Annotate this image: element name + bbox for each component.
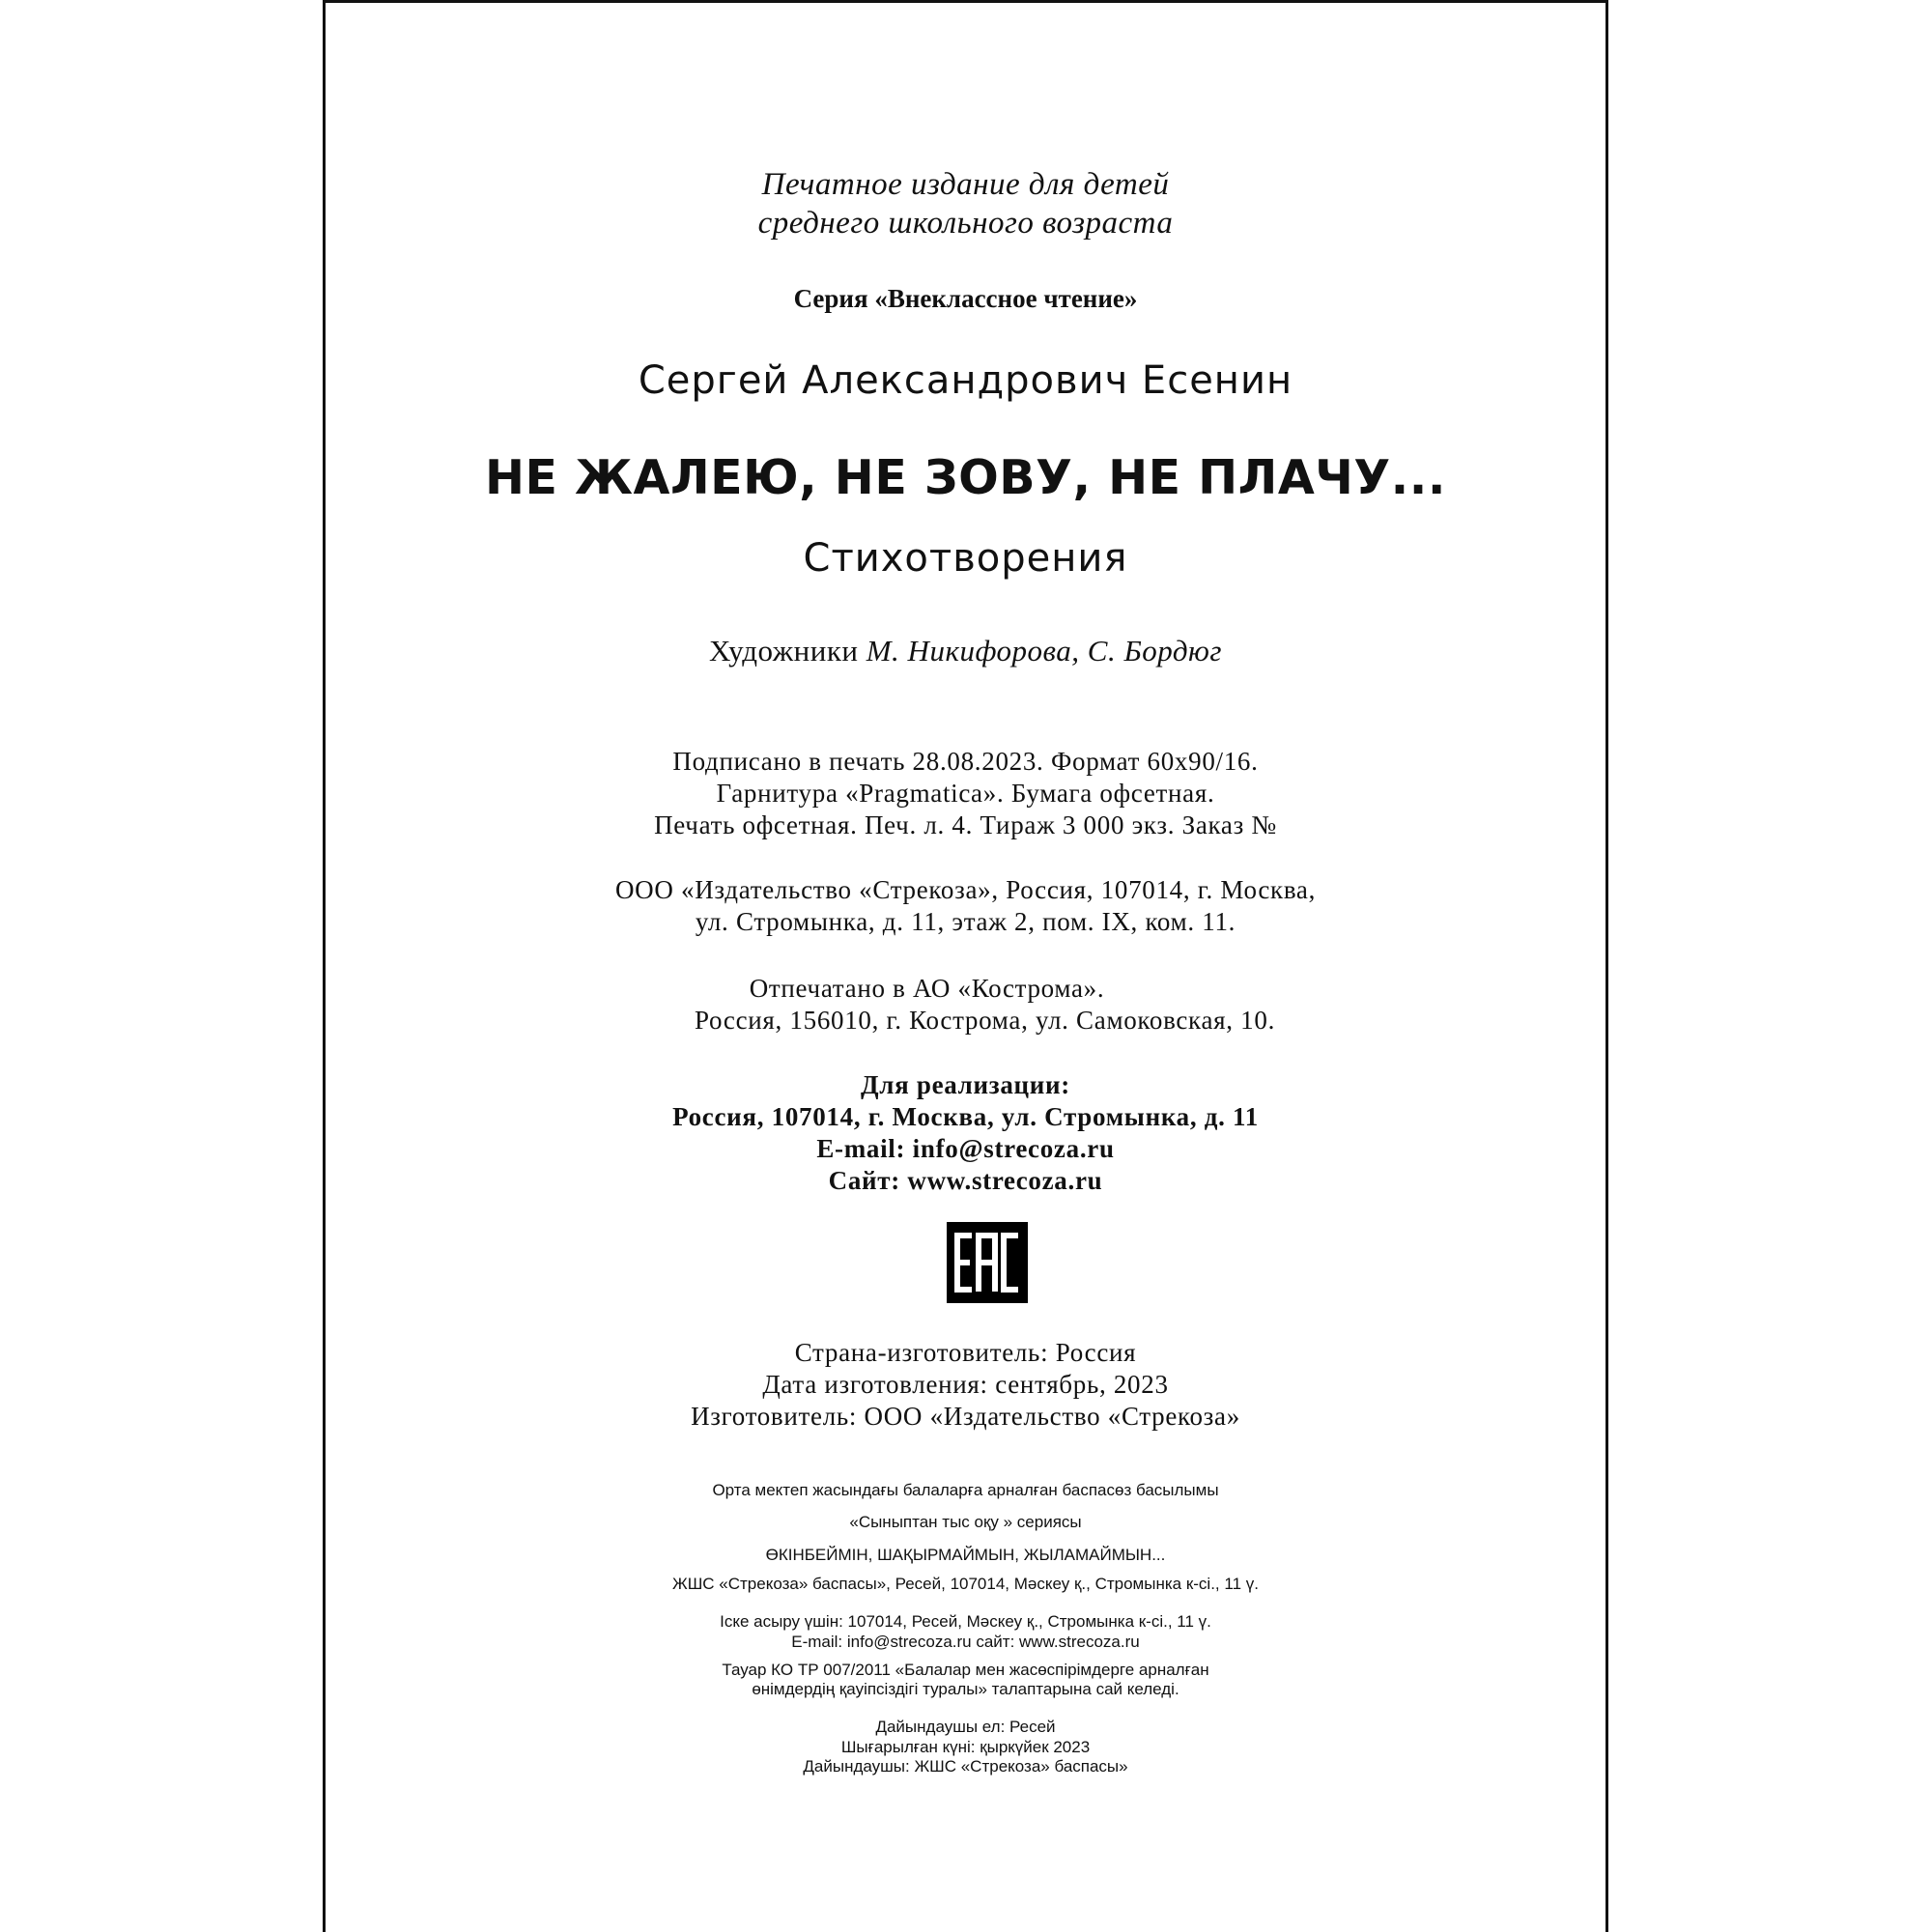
publisher-line: ООО «Издательство «Стрекоза», Россия, 107014, г. Москва, — [614, 875, 1317, 904]
audience-line-2: среднего школьного возраста — [757, 206, 1174, 241]
kz-compliance: Тауар КО ТР 007/2011 «Балалар мен жасөспірімдерге арналған — [722, 1661, 1209, 1679]
printer-line: Отпечатано в АО «Кострома». — [749, 974, 1105, 1003]
imprint-page — [323, 0, 1608, 1932]
book-title: НЕ ЖАЛЕЮ, НЕ ЗОВУ, НЕ ПЛАЧУ... — [485, 450, 1446, 505]
sales-heading: Для реализации: — [860, 1070, 1071, 1099]
kz-contacts: E-mail: info@strecoza.ru сайт: www.strecoza.ru — [791, 1633, 1140, 1651]
audience-line-1: Печатное издание для детей — [761, 167, 1170, 202]
kz-country: Дайындаушы ел: Ресей — [875, 1718, 1056, 1736]
book-genre: Стихотворения — [803, 536, 1128, 581]
sales-website: Сайт: www.strecoza.ru — [828, 1166, 1103, 1195]
sales-email: E-mail: info@strecoza.ru — [816, 1134, 1115, 1163]
print-info-line: Подписано в печать 28.08.2023. Формат 60х90/16. — [672, 747, 1259, 776]
kz-sales-address: Іске асыру үшін: 107014, Ресей, Мәскеу қ., Стромынка к-сі., 11 ү. — [720, 1612, 1211, 1631]
kz-audience: Орта мектеп жасындағы балаларға арналған баспасөз басылымы — [712, 1481, 1219, 1499]
kz-publisher: ЖШС «Стрекоза» баспасы», Ресей, 107014, Мәскеу қ., Стромынка к-сі., 11 ү. — [672, 1575, 1259, 1593]
author-name: Сергей Александрович Есенин — [638, 358, 1293, 403]
print-info-line: Печать офсетная. Печ. л. 4. Тираж 3 000 экз. Заказ № — [654, 810, 1277, 839]
kz-compliance: өнімдердің қауіпсіздігі туралы» талаптарына сай келеді. — [752, 1680, 1179, 1698]
kz-maker: Дайындаушы: ЖШС «Стрекоза» баспасы» — [803, 1757, 1128, 1776]
sales-address: Россия, 107014, г. Москва, ул. Стромынка, д. 11 — [672, 1102, 1259, 1131]
illustrators — [326, 634, 1605, 668]
manufacturer-name: Изготовитель: ООО «Издательство «Стрекоза» — [691, 1402, 1240, 1431]
series-name: Серия «Внеклассное чтение» — [793, 284, 1138, 313]
publisher-line: ул. Стромынка, д. 11, этаж 2, пом. IX, ком. 11. — [695, 907, 1236, 936]
eac-mark-icon — [947, 1222, 1028, 1303]
illustrators-names: М. Никифорова, С. Бордюг — [866, 634, 1222, 668]
printer-line: Россия, 156010, г. Кострома, ул. Самоковская, 10. — [694, 1006, 1276, 1035]
print-info-line: Гарнитура «Pragmatica». Бумага офсетная. — [716, 779, 1215, 808]
manufacturer-country: Страна-изготовитель: Россия — [794, 1338, 1137, 1367]
kz-date: Шығарылған күні: қыркүйек 2023 — [840, 1738, 1091, 1756]
kz-series: «Сыныптан тыс оқу » сериясы — [849, 1513, 1082, 1531]
manufacturer-date: Дата изготовления: сентябрь, 2023 — [762, 1370, 1169, 1399]
illustrators-label: Художники — [709, 634, 867, 668]
kz-title: ӨКІНБЕЙМІН, ШАҚЫРМАЙМЫН, ЖЫЛАМАЙМЫН... — [765, 1546, 1166, 1564]
